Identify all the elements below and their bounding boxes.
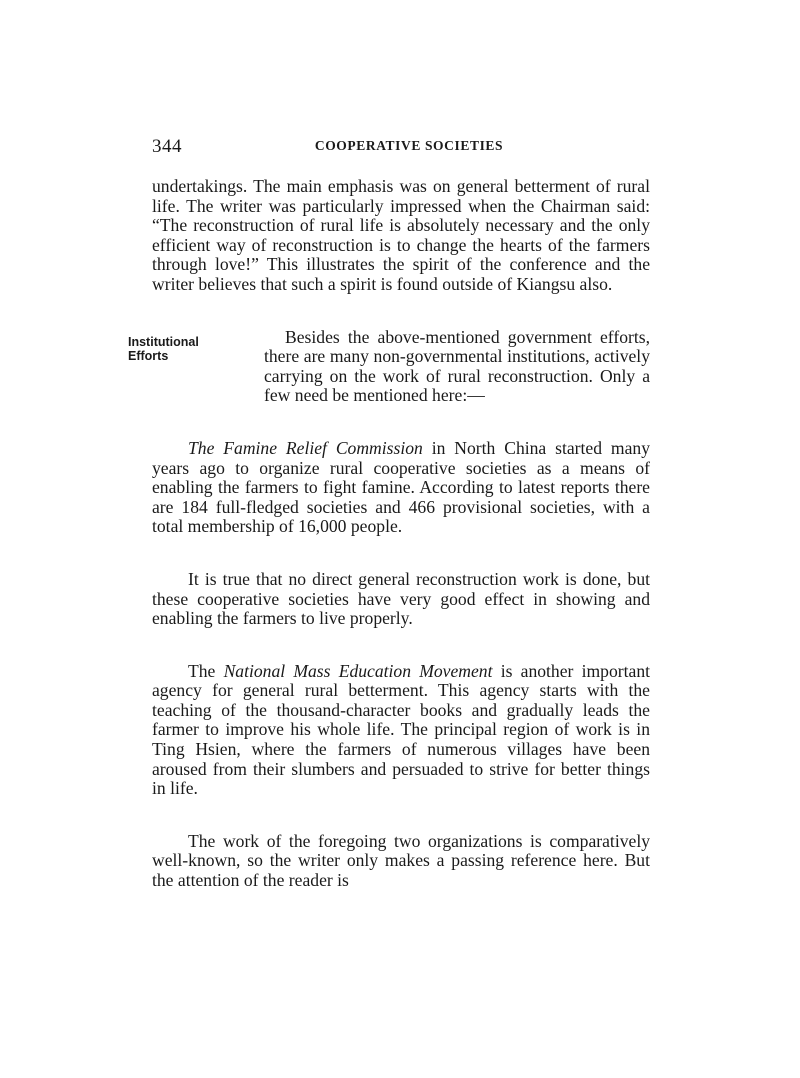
paragraph-3 bbox=[152, 439, 650, 537]
margin-note-line-1: Institutional bbox=[128, 334, 199, 349]
paragraph-5-lead: The bbox=[188, 660, 224, 681]
paragraph-1: undertakings. The main emphasis was on general betterment of rural life. The writer was particularly impressed when the Chairman said: “The reconstruction of rural life is absolutely necessary and the only efficient way of reconstruction is to change the hearts of the farmers through love!” This illustrates the spirit of the conference and the writer believes that such a spirit is found outside of Kiangsu also. bbox=[152, 176, 650, 294]
running-title: COOPERATIVE SOCIETIES bbox=[314, 138, 504, 153]
paragraph-3-text: in North China started many years ago to organize rural cooperative societies as a means of enabling the farmers to fight famine. According to latest reports there are 184 full-fledged societies and 466 provisional societies, with a total membership of 16,000 people. bbox=[152, 437, 650, 537]
margin-note bbox=[128, 335, 238, 363]
page-number: 344 bbox=[152, 136, 182, 157]
paragraph-5-text: is another important agency for general rural betterment. This agency starts with the teaching of the thousand-character books and gradually leads the farmer to improve his whole life. The principal region of work is in Ting Hsien, where the farmers of numerous villages have been aroused from their slumbers and persuaded to strive for better things in life. bbox=[152, 660, 651, 799]
famine-relief-commission-title: The Famine Relief Commission bbox=[188, 437, 423, 458]
paragraph-4: It is true that no direct general reconstruction work is done, but these cooperative societies have very good effect in showing and enabling the farmers to live properly. bbox=[152, 568, 650, 629]
margin-note-line-2: Efforts bbox=[128, 348, 169, 363]
mass-education-movement-title: National Mass Education Movement bbox=[223, 660, 493, 681]
paragraph-2-text: Besides the above-mentioned government efforts, there are many non-governmental institutions, actively carrying on the work of rural reconstruction. Only a few need be mentioned here:— bbox=[264, 326, 650, 406]
paragraph-6: The work of the foregoing two organizations is comparatively well-known, so the writer only makes a passing reference here. But the attention of the reader is bbox=[152, 830, 650, 891]
body-text bbox=[128, 176, 651, 891]
paragraph-5 bbox=[152, 662, 650, 799]
institutional-efforts-section bbox=[128, 326, 650, 406]
